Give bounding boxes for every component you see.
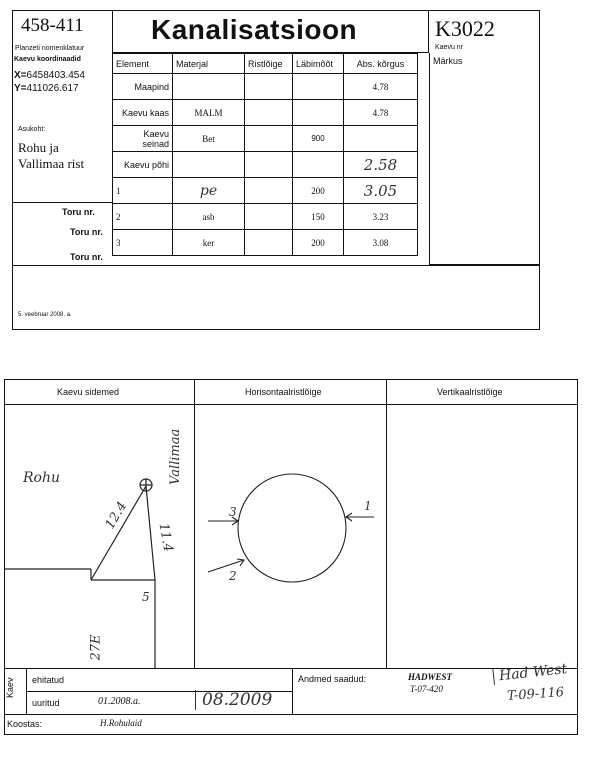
source-hand: Had West [492, 661, 568, 685]
divider-2 [386, 380, 387, 668]
pipe-cross [245, 204, 293, 230]
remarks-label: Märkus [433, 56, 463, 66]
pipe-height: 3.08 [344, 230, 418, 256]
col-diameter: Läbimõõt [293, 54, 344, 74]
pipe-height: 3.05 [344, 178, 418, 204]
y-value: 411026.617 [26, 83, 79, 94]
surveyed-label: uuritud [32, 698, 60, 708]
footer-side-label: Kaev [5, 677, 15, 698]
pipe-number-2: 2 [229, 569, 237, 583]
street-rohu: Rohu [23, 470, 61, 486]
pipe-cross [245, 178, 293, 204]
row-material: Bet [173, 126, 245, 152]
section-vertical: Vertikaalristlõige [437, 387, 503, 397]
well-table [112, 53, 418, 256]
row-height: 4.78 [344, 100, 418, 126]
y-coordinate [14, 83, 79, 94]
pipe-diameter: 150 [293, 204, 344, 230]
row-height: 2.58 [344, 152, 418, 178]
house-number: 27E [88, 634, 104, 661]
surveyed-date-hand: 08.2009 [195, 690, 272, 710]
pipe-material: asb [173, 204, 245, 230]
table-row [113, 74, 418, 100]
pipe-label-2: Toru nr. [70, 227, 103, 237]
source-hand-code: T-09-116 [506, 685, 565, 704]
pipe-diameter: 200 [293, 178, 344, 204]
footer-bottom-border [5, 714, 577, 715]
location-line1: Rohu ja [18, 140, 59, 155]
pipe-row [113, 230, 418, 256]
table-row [113, 126, 418, 152]
row-element: Kaevu kaas [113, 100, 173, 126]
pipe-cross [245, 230, 293, 256]
row-height [344, 126, 418, 152]
pipe-number: 3 [113, 230, 173, 256]
left-info [12, 53, 112, 203]
pipe-height: 3.23 [344, 204, 418, 230]
footer-top-border [5, 668, 577, 669]
pipe-arrow [208, 560, 244, 572]
row-cross [245, 100, 293, 126]
row-diameter [293, 74, 344, 100]
pipe-number-3: 3 [229, 505, 237, 519]
x-coordinate [14, 70, 85, 81]
footer-mid-divider [292, 668, 293, 714]
source-code: T-07-420 [410, 684, 443, 694]
col-cross: Ristlõige [245, 54, 293, 74]
section-connections: Kaevu sidemed [57, 387, 120, 397]
row-material [173, 152, 245, 178]
row-cross [245, 74, 293, 100]
x-label: X= [14, 70, 27, 81]
well-circle [238, 474, 346, 582]
title-box [112, 10, 429, 53]
table-row [113, 100, 418, 126]
row-material: MALM [173, 100, 245, 126]
source-value: HADWEST [408, 672, 453, 682]
col-material: Materjal [173, 54, 245, 74]
distance-2: 11.4 [155, 521, 176, 554]
table-header-row [113, 54, 418, 74]
pipe-row [113, 178, 418, 204]
nomenclature-number: 458-411 [21, 15, 84, 36]
nomenclature-box [12, 10, 112, 53]
built-label: ehitatud [32, 675, 65, 685]
x-value: 6458403.454 [26, 70, 85, 81]
col-element: Element [113, 54, 173, 74]
compiled-value: H.Rohulaid [100, 718, 142, 728]
y-label: Y= [14, 83, 27, 94]
date-note: 5. veebruar 2008. a. [18, 312, 72, 318]
coord-label: Kaevu koordinaadid [14, 56, 81, 63]
row-cross [245, 126, 293, 152]
remarks-column [429, 53, 540, 265]
pipe-label-3: Toru nr. [70, 252, 103, 262]
bottom-sheet [4, 379, 578, 735]
top-card-lower-divider [12, 265, 540, 266]
nomenclature-label: Planzeti nomenklatuur [15, 45, 85, 52]
row-diameter [293, 100, 344, 126]
pipe-material: ker [173, 230, 245, 256]
surveyed-date: 01.2008.a. [98, 696, 141, 707]
pipe-number: 2 [113, 204, 173, 230]
pipe-row [113, 204, 418, 230]
row-height: 4.78 [344, 74, 418, 100]
top-card-left-divider [12, 202, 112, 203]
measure-line [146, 486, 155, 580]
pipe-diameter: 200 [293, 230, 344, 256]
page-title: Kanalisatsioon [151, 14, 358, 45]
well-number-box [429, 10, 540, 53]
location-line2: Vallimaa rist [18, 156, 85, 171]
street-vallimaa: Vallimaa [168, 428, 183, 485]
row-element: Kaevu põhi [113, 152, 173, 178]
row-diameter [293, 152, 344, 178]
row-element: Maapind [113, 74, 173, 100]
section-horizontal: Horisontaalristlõige [245, 387, 322, 397]
row-cross [245, 152, 293, 178]
row-element: Kaevu seinad [113, 126, 173, 152]
distance-1: 12.4 [102, 499, 131, 532]
horizontal-sketch [194, 404, 386, 668]
pipe-number-1: 1 [364, 499, 372, 513]
well-number: K3022 [435, 16, 495, 41]
row-diameter: 900 [293, 126, 344, 152]
pipe-number: 1 [113, 178, 173, 204]
source-label: Andmed saadud: [298, 674, 367, 684]
distance-3: 5 [142, 590, 150, 604]
location-label: Asukoht: [18, 126, 46, 133]
compiled-label: Koostas: [7, 719, 43, 729]
pipe-material: pe [173, 178, 245, 204]
table-row [113, 152, 418, 178]
row-material [173, 74, 245, 100]
well-number-label: Kaevu nr [435, 44, 464, 51]
pipe-label-1: Toru nr. [62, 207, 95, 217]
col-height: Abs. kõrgus [344, 54, 418, 74]
